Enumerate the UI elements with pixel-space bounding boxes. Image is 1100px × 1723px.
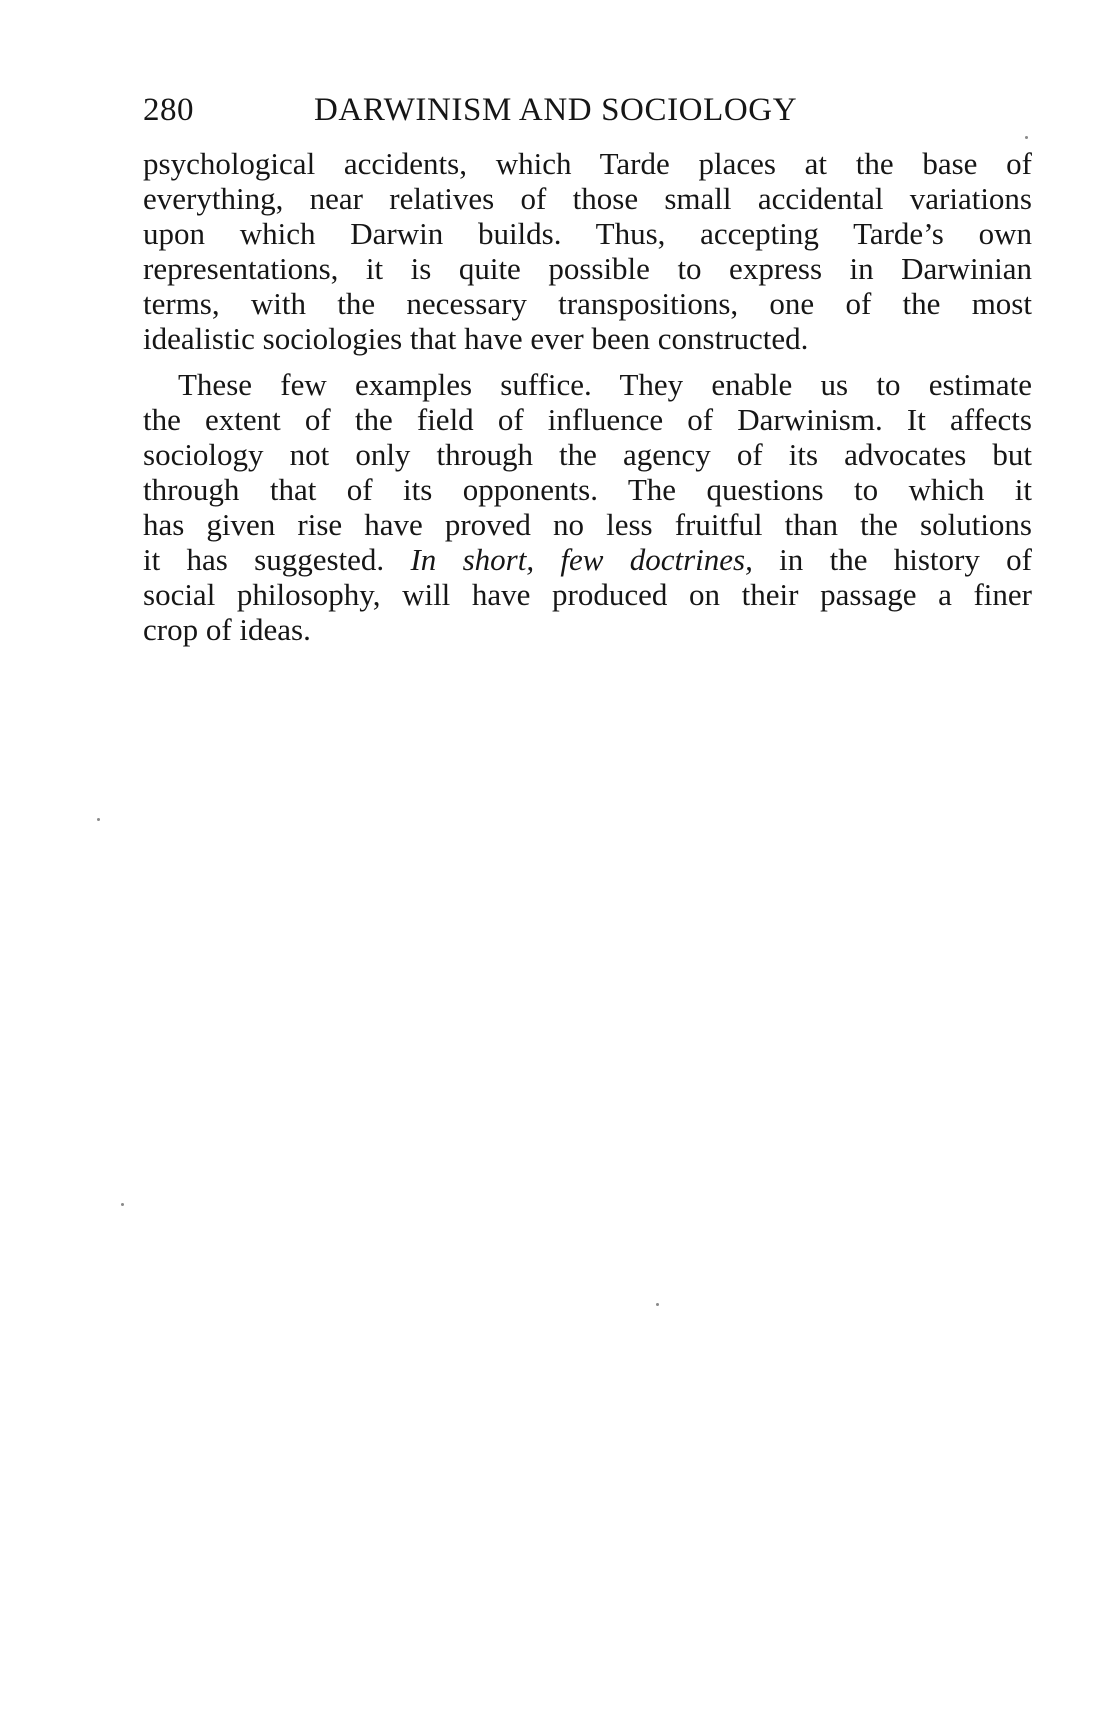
paragraph-1 xyxy=(143,146,1032,356)
text-line: everything, near relatives of those small accidental variations xyxy=(143,181,1032,216)
text-line: through that of its opponents. The questions to which it xyxy=(143,472,1032,507)
text-line: These few examples suffice. They enable us to estimate xyxy=(178,367,1032,402)
running-title: DARWINISM AND SOCIOLOGY xyxy=(314,92,798,128)
running-head xyxy=(143,88,1043,132)
text-line: terms, with the necessary transpositions, one of the most xyxy=(143,286,1032,321)
text-line: the extent of the field of influence of Darwinism. It affects xyxy=(143,402,1032,437)
scan-speck xyxy=(97,818,100,821)
scan-speck xyxy=(1025,136,1028,139)
text-line: crop of ideas. xyxy=(143,612,311,647)
text-line: representations, it is quite possible to express in Darwinian xyxy=(143,251,1032,286)
text-segment: it has suggested. xyxy=(143,542,411,577)
text-line: upon which Darwin builds. Thus, accepting Tarde’s own xyxy=(143,216,1032,251)
scan-speck xyxy=(121,1203,124,1206)
text-segment: in the history of xyxy=(752,542,1032,577)
text-line: social philosophy, will have produced on their passage a finer xyxy=(143,577,1032,612)
text-line: psychological accidents, which Tarde places at the base of xyxy=(143,146,1032,181)
scan-speck xyxy=(656,1303,659,1306)
body-text xyxy=(143,146,1032,647)
italic-text: In short, few doctrines, xyxy=(410,542,753,577)
text-line xyxy=(143,542,1032,577)
paragraph-2 xyxy=(143,367,1032,647)
text-line: sociology not only through the agency of its advocates but xyxy=(143,437,1032,472)
text-line: idealistic sociologies that have ever been constructed. xyxy=(143,321,809,356)
text-line: has given rise have proved no less fruitful than the solutions xyxy=(143,507,1032,542)
page-number: 280 xyxy=(143,92,194,128)
